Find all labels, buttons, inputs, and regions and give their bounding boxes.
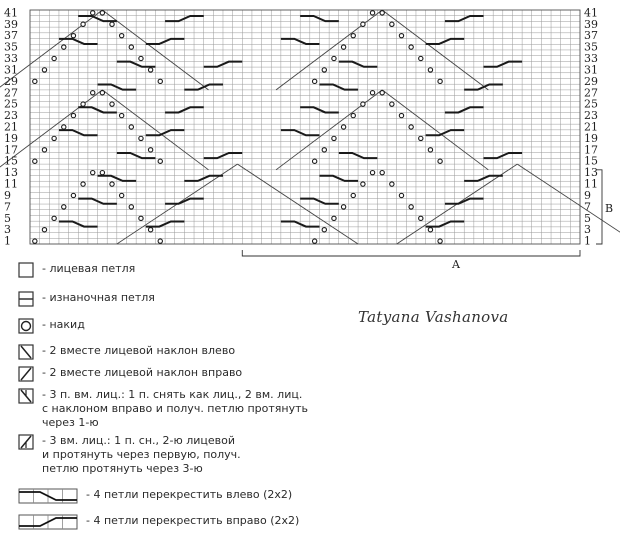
yarn-over xyxy=(438,79,442,83)
row-number: 37 xyxy=(584,29,598,43)
row-number: 39 xyxy=(584,17,598,31)
yarn-over xyxy=(322,68,326,72)
legend-item xyxy=(18,318,85,334)
chart-yarn-overs xyxy=(33,11,443,244)
yarn-over xyxy=(62,125,66,129)
legend-item xyxy=(18,291,155,307)
yarn-over xyxy=(81,102,85,106)
row-number: 31 xyxy=(584,63,598,77)
yarn-over xyxy=(158,239,162,243)
legend-text: - 3 п. вм. лиц.: 1 п. снять как лиц., 2 вм. лиц. с наклоном вправо и получ. петлю протянуть через 1-ю xyxy=(42,388,308,429)
yarn-over xyxy=(438,159,442,163)
yarn-over xyxy=(341,125,345,129)
legend-text: - накид xyxy=(42,318,85,331)
yarn-over xyxy=(312,239,316,243)
row-number: 9 xyxy=(584,188,591,202)
row-number: 41 xyxy=(584,6,598,20)
legend-item xyxy=(18,434,241,476)
yarn-over xyxy=(148,148,152,152)
row-number: 7 xyxy=(4,200,11,214)
row-number: 35 xyxy=(4,40,18,54)
row-number: 17 xyxy=(4,143,18,157)
yarn-over xyxy=(119,113,123,117)
row-number: 29 xyxy=(4,74,18,88)
yarn-over xyxy=(361,22,365,26)
row-number: 1 xyxy=(4,234,11,248)
row-number: 5 xyxy=(584,211,591,225)
yarn-over xyxy=(380,11,384,15)
yarn-over xyxy=(42,148,46,152)
legend-text: - 2 вместе лицевой наклон влево xyxy=(42,344,236,357)
row-number: 21 xyxy=(584,120,598,134)
yarn-over xyxy=(370,91,374,95)
yarn-over xyxy=(52,136,56,140)
yarn-over xyxy=(139,56,143,60)
row-number: 15 xyxy=(584,154,598,168)
yarn-over xyxy=(62,45,66,49)
legend-text: - 3 вм. лиц.: 1 п. сн., 2-ю лицевой и протянуть через первую, получ. петлю протянуть через 3-ю xyxy=(42,434,241,475)
row-number: 3 xyxy=(4,223,11,237)
row-number: 25 xyxy=(584,97,598,111)
yarn-over xyxy=(71,113,75,117)
yarn-over xyxy=(62,205,66,209)
yarn-over xyxy=(148,228,152,232)
yarn-over xyxy=(361,102,365,106)
legend-text: - лицевая петля xyxy=(42,262,136,275)
row-number: 15 xyxy=(4,154,18,168)
yarn-over xyxy=(33,159,37,163)
yarn-over xyxy=(129,125,133,129)
yarn-over xyxy=(399,34,403,38)
row-number: 33 xyxy=(4,52,18,66)
repeat-a-label: A xyxy=(452,258,460,270)
yarn-over xyxy=(148,68,152,72)
yarn-over xyxy=(419,216,423,220)
yarn-over xyxy=(81,22,85,26)
yarn-over xyxy=(139,136,143,140)
yarn-over xyxy=(351,193,355,197)
yarn-over xyxy=(409,205,413,209)
row-number: 19 xyxy=(4,131,18,145)
row-number: 41 xyxy=(4,6,18,20)
yarn-over xyxy=(332,136,336,140)
yarn-over xyxy=(390,102,394,106)
yarn-over xyxy=(428,68,432,72)
yarn-over xyxy=(332,216,336,220)
yarn-over xyxy=(428,228,432,232)
yarn-over xyxy=(351,34,355,38)
yarn-over xyxy=(419,136,423,140)
row-number: 7 xyxy=(584,200,591,214)
yarn-over xyxy=(390,182,394,186)
k3tog-left-icon xyxy=(18,434,34,450)
yarn-over xyxy=(438,239,442,243)
yarn-over xyxy=(52,56,56,60)
yarn-over xyxy=(370,11,374,15)
yarn-over xyxy=(91,91,95,95)
row-number: 13 xyxy=(584,166,598,180)
yarn-over xyxy=(390,22,394,26)
legend-text: - 4 петли перекрестить вправо (2х2) xyxy=(86,514,300,527)
cable-left-icon xyxy=(18,488,78,504)
yarn-over xyxy=(42,228,46,232)
row-number: 39 xyxy=(4,17,18,31)
row-number: 3 xyxy=(584,223,591,237)
yarn-over xyxy=(341,45,345,49)
yarn-over xyxy=(71,34,75,38)
row-number: 11 xyxy=(4,177,18,191)
legend-item xyxy=(18,262,135,278)
row-number: 27 xyxy=(4,86,18,100)
row-number: 1 xyxy=(584,234,591,248)
row-number: 5 xyxy=(4,211,11,225)
row-number: 9 xyxy=(4,188,11,202)
legend-text: - 2 вместе лицевой наклон вправо xyxy=(42,366,243,379)
yarn-over xyxy=(52,216,56,220)
yarn-over xyxy=(399,193,403,197)
repeat-a-bracket xyxy=(242,250,580,256)
yarn-over xyxy=(119,193,123,197)
yarn-over xyxy=(409,45,413,49)
row-number: 31 xyxy=(4,63,18,77)
k2tog-right-icon xyxy=(18,366,34,382)
yarn-over xyxy=(312,159,316,163)
yarn-over xyxy=(91,170,95,174)
legend-item xyxy=(18,388,308,430)
legend-item xyxy=(18,344,235,360)
yarn-over xyxy=(322,228,326,232)
legend-text: - 4 петли перекрестить влево (2х2) xyxy=(86,488,293,501)
legend-item xyxy=(18,514,299,530)
yarn-over xyxy=(419,56,423,60)
row-number: 23 xyxy=(584,109,598,123)
yarn-over xyxy=(428,148,432,152)
legend-item xyxy=(18,488,292,504)
yarn-over xyxy=(341,205,345,209)
yarn-over xyxy=(33,79,37,83)
yarn-over xyxy=(129,45,133,49)
yarn-over xyxy=(380,91,384,95)
row-number: 13 xyxy=(4,166,18,180)
yarn-over xyxy=(409,125,413,129)
yarn-over xyxy=(139,216,143,220)
author-signature: Tatyana Vashanova xyxy=(358,308,509,326)
row-number: 21 xyxy=(4,120,18,134)
row-number: 29 xyxy=(584,74,598,88)
yarn-over xyxy=(71,193,75,197)
yarn-over xyxy=(91,11,95,15)
row-number: 19 xyxy=(584,131,598,145)
legend-text: - изнаночная петля xyxy=(42,291,155,304)
purl-stitch-icon xyxy=(18,291,34,307)
row-number: 25 xyxy=(4,97,18,111)
row-number: 33 xyxy=(584,52,598,66)
k2tog-left-icon xyxy=(18,344,34,360)
row-number: 17 xyxy=(584,143,598,157)
row-number: 27 xyxy=(584,86,598,100)
yarn-over xyxy=(370,170,374,174)
yarn-over xyxy=(158,159,162,163)
yarn-over xyxy=(110,22,114,26)
repeat-brackets xyxy=(242,170,613,270)
legend-item xyxy=(18,366,242,382)
yarn-over xyxy=(33,239,37,243)
yarn-over xyxy=(110,182,114,186)
yarn-over xyxy=(81,182,85,186)
yarn-over-icon xyxy=(18,318,34,334)
yarn-over xyxy=(100,11,104,15)
yarn-over xyxy=(42,68,46,72)
row-number: 37 xyxy=(4,29,18,43)
yarn-over xyxy=(351,113,355,117)
yarn-over xyxy=(129,205,133,209)
k3tog-right-icon xyxy=(18,388,34,404)
yarn-over xyxy=(361,182,365,186)
cable-right-icon xyxy=(18,514,78,530)
yarn-over xyxy=(110,102,114,106)
yarn-over xyxy=(158,79,162,83)
yarn-over xyxy=(100,91,104,95)
yarn-over xyxy=(100,170,104,174)
yarn-over xyxy=(380,170,384,174)
knit-stitch-icon xyxy=(18,262,34,278)
row-number: 23 xyxy=(4,109,18,123)
row-number: 35 xyxy=(584,40,598,54)
yarn-over xyxy=(332,56,336,60)
yarn-over xyxy=(399,113,403,117)
repeat-b-label: B xyxy=(605,202,614,215)
yarn-over xyxy=(312,79,316,83)
yarn-over xyxy=(119,34,123,38)
row-number: 11 xyxy=(584,177,598,191)
yarn-over xyxy=(322,148,326,152)
